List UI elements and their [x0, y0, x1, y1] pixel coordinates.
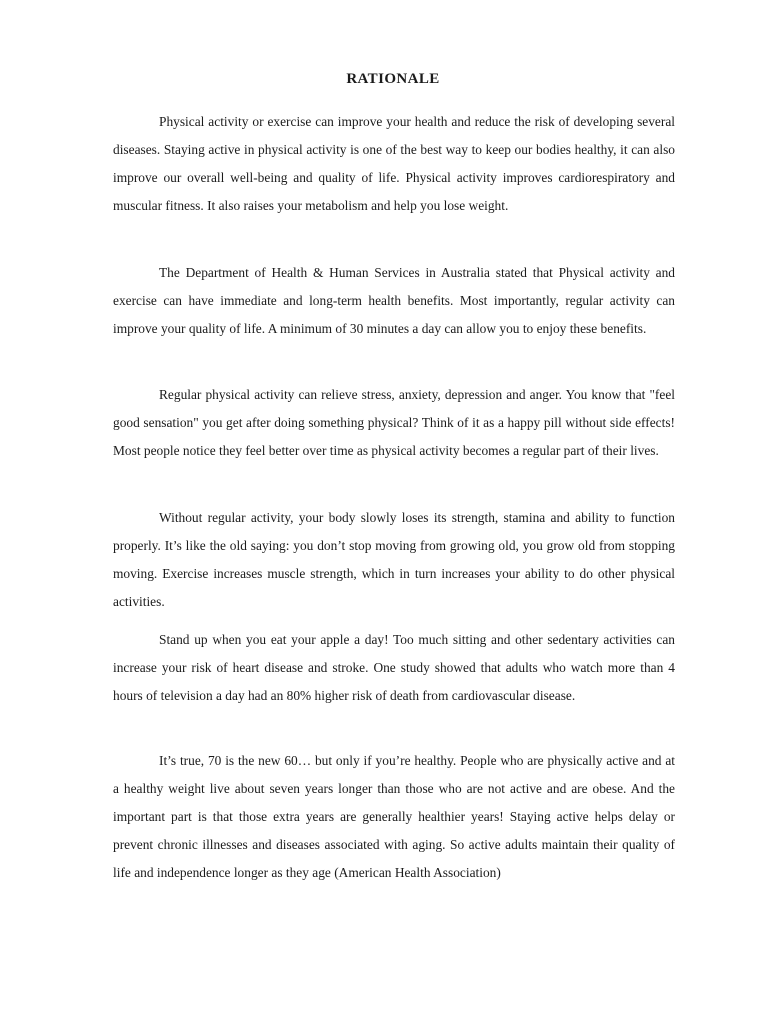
- paragraph-2: The Department of Health & Human Services in Australia stated that Physical activity and exercise can have immediate and long-term health benefits. Most importantly, regular activity can improve your quality of life. A minimum of 30 minutes a day can allow you to enjoy these benefits.: [113, 265, 675, 336]
- paragraph-5: Stand up when you eat your apple a day! Too much sitting and other sedentary activities can increase your risk of heart disease and stroke. One study showed that adults who watch more than 4 hours of television a day had an 80% higher risk of death from cardiovascular disease.: [113, 632, 675, 703]
- paragraph-1: Physical activity or exercise can improve your health and reduce the risk of developing several diseases. Staying active in physical activity is one of the best way to keep our bodies healthy, it can also improve our overall well-being and quality of life. Physical activity improves cardiorespiratory and muscular fitness. It also raises your metabolism and help you lose weight.: [113, 114, 675, 213]
- paragraph-4: Without regular activity, your body slowly loses its strength, stamina and ability to function properly. It’s like the old saying: you don’t stop moving from growing old, you grow old from stopping moving. Exercise increases muscle strength, which in turn increases your ability to do other physical activities.: [113, 510, 675, 609]
- paragraph-6: It’s true, 70 is the new 60… but only if you’re healthy. People who are physically active and at a healthy weight live about seven years longer than those who are not active and are obese. And the important part is that those extra years are generally healthier years! Staying active helps delay or prevent chronic illnesses and diseases associated with aging. So active adults maintain their quality of life and independence longer as they age (American Health Association): [113, 753, 675, 880]
- page-title: RATIONALE: [346, 71, 440, 87]
- paragraph-3: Regular physical activity can relieve stress, anxiety, depression and anger. You know that "feel good sensation" you get after doing something physical? Think of it as a happy pill without side effects! Most people notice they feel better over time as physical activity becomes a regular part of their lives.: [113, 387, 675, 458]
